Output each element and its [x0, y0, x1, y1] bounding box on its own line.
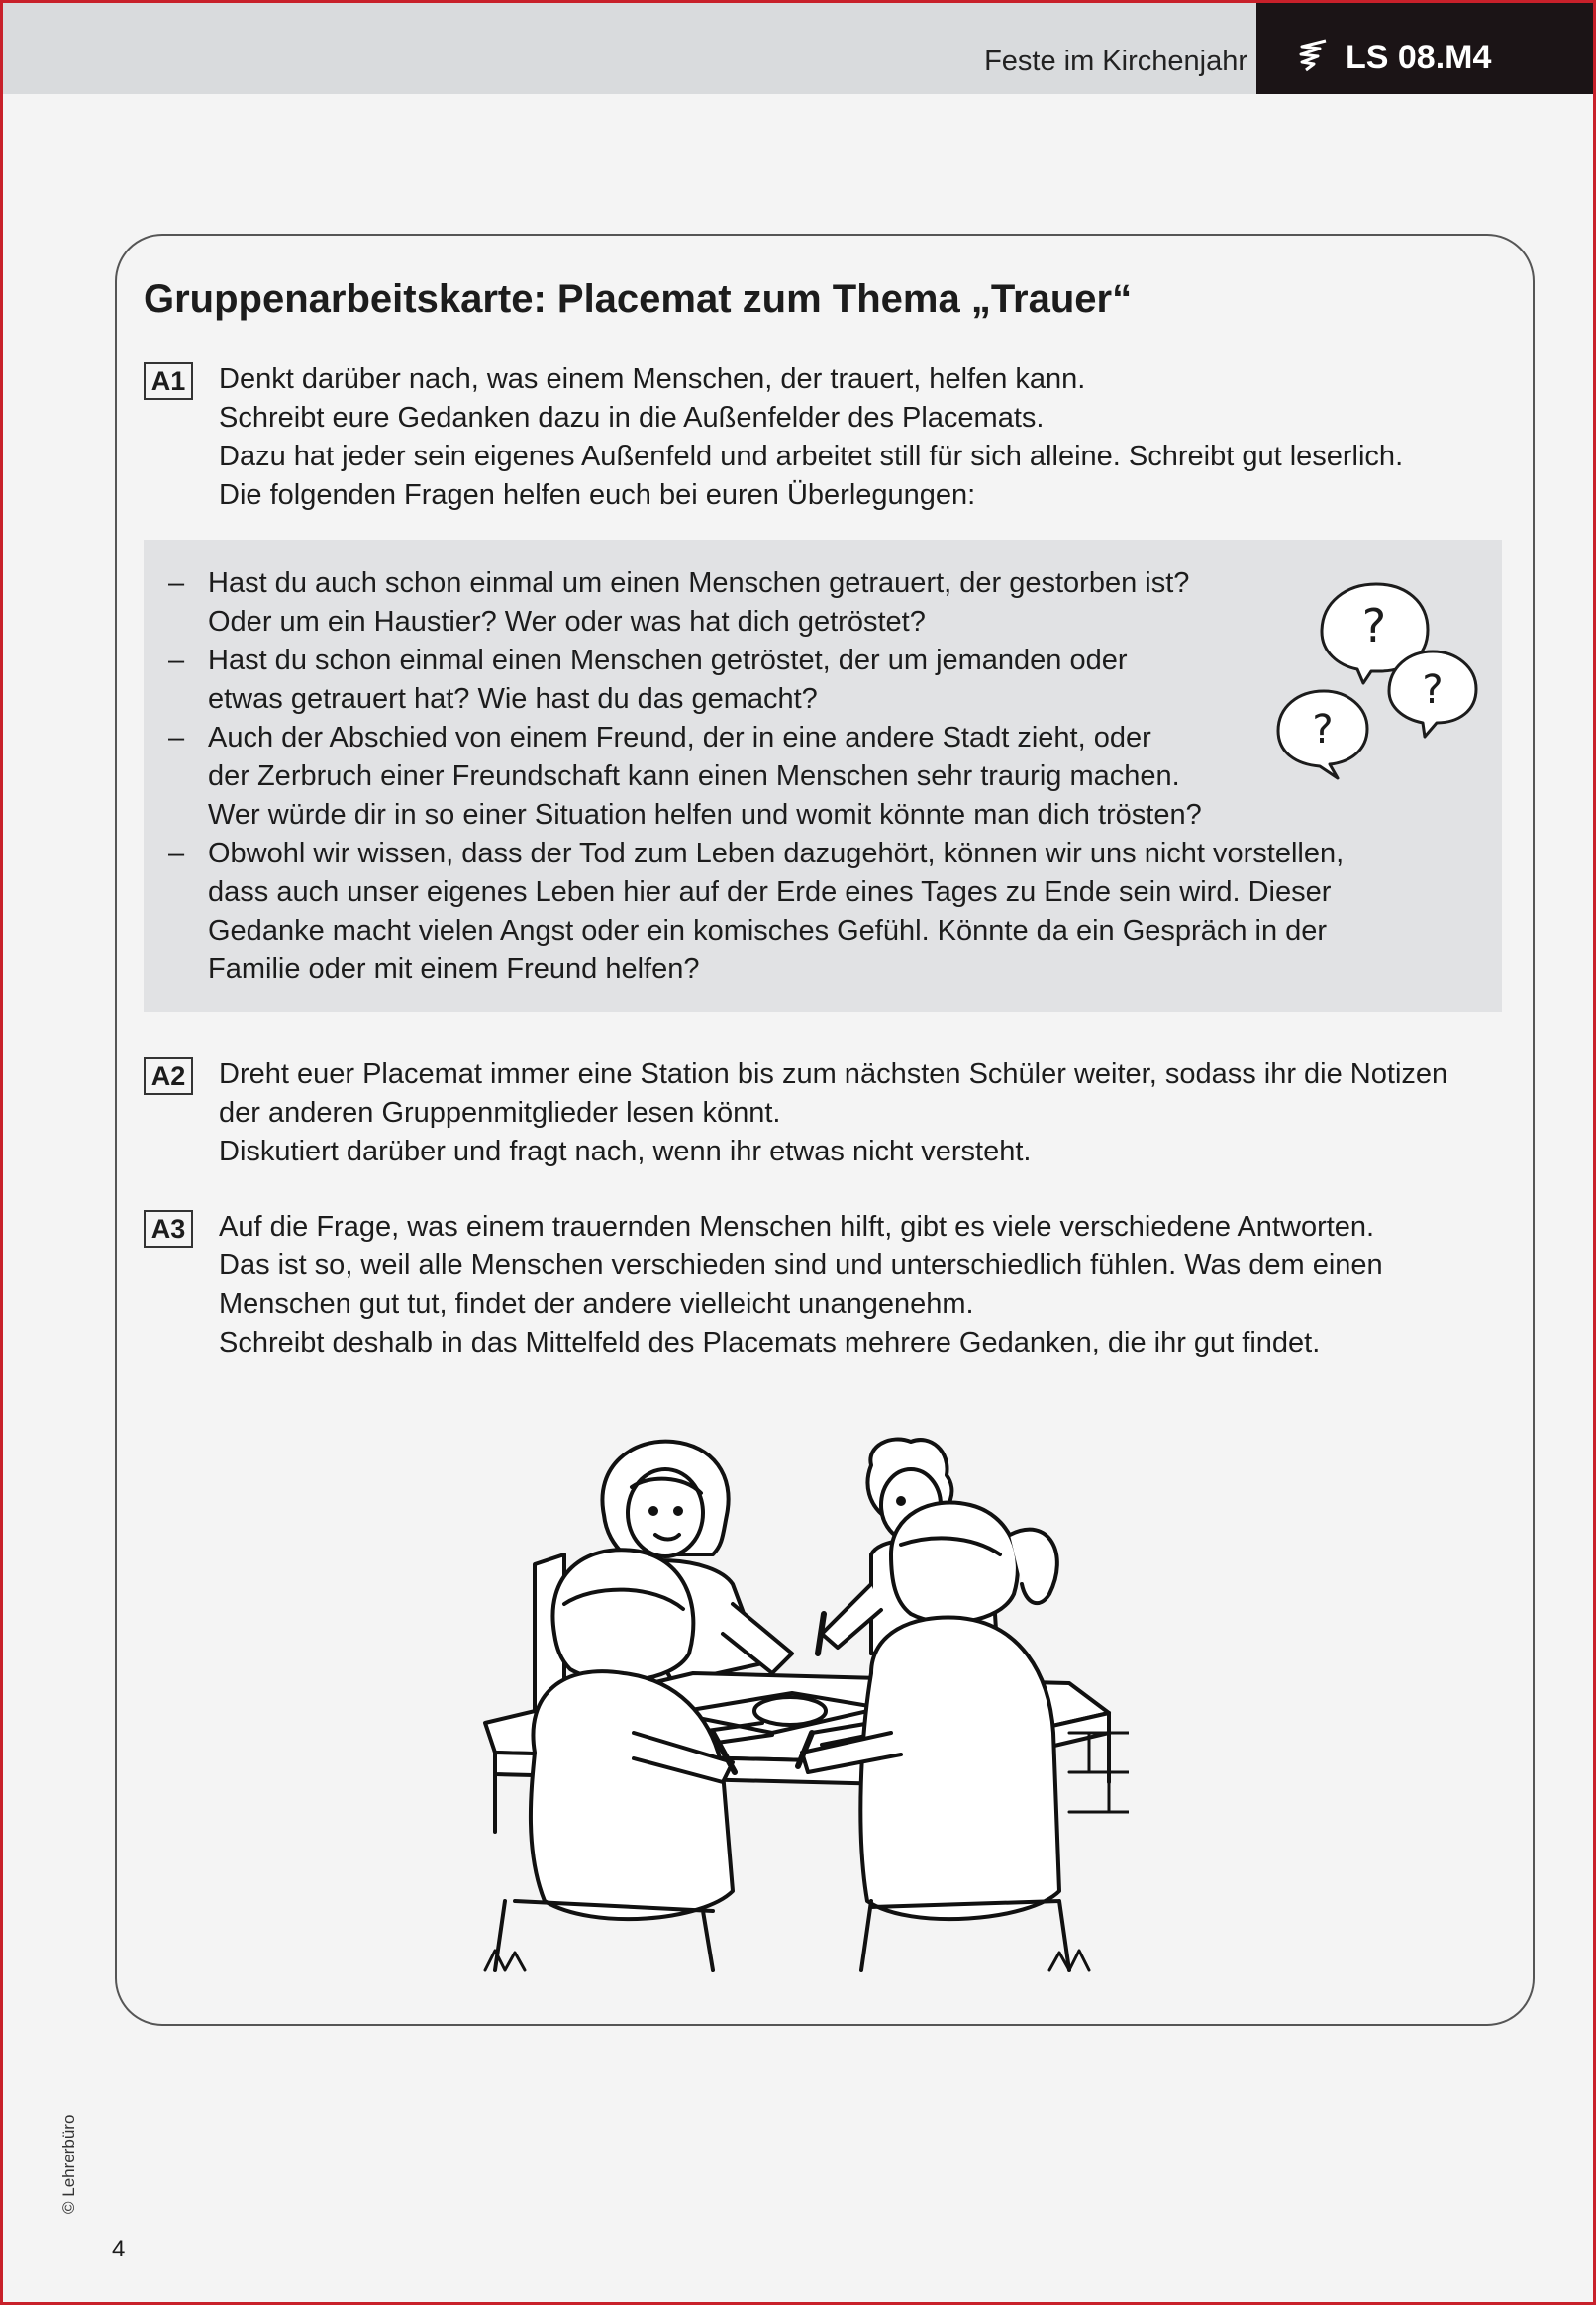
question-line: Wer würde dir in so einer Situation helfen und womit könnte man dich trösten? — [208, 799, 1202, 831]
bubble-mark: ? — [1312, 707, 1334, 752]
children-at-table-illustration — [475, 1436, 1129, 1990]
task-a1-line: Die folgenden Fragen helfen euch bei euren Überlegungen: — [219, 479, 976, 511]
question-dash: – — [168, 645, 185, 676]
copyright: © Lehrerbüro — [59, 2114, 78, 2214]
question-item — [168, 835, 1345, 989]
task-badge-a3: A3 — [144, 1210, 193, 1248]
task-a1-text — [219, 360, 1403, 515]
task-a2-line: der anderen Gruppenmitglieder lesen könnt. — [219, 1097, 781, 1129]
task-badge-a2: A2 — [144, 1057, 193, 1095]
task-a3-text — [219, 1208, 1383, 1362]
task-a3-line: Schreibt deshalb in das Mittelfeld des Placemats mehrere Gedanken, die ihr gut findet. — [219, 1327, 1321, 1358]
question-line: dass auch unser eigenes Leben hier auf der Erde eines Tages zu Ende sein wird. Dieser — [208, 876, 1332, 908]
bubble-mark: ? — [1422, 667, 1444, 713]
bubble-mark: ? — [1361, 599, 1387, 652]
question-item — [168, 719, 1202, 835]
question-line: Gedanke macht vielen Angst oder ein komisches Gefühl. Könnte da ein Gespräch in der — [208, 915, 1328, 947]
question-line: Oder um ein Haustier? Wer oder was hat dich getröstet? — [208, 606, 926, 638]
question-item — [168, 642, 1128, 719]
question-line: etwas getrauert hat? Wie hast du das gemacht? — [208, 683, 818, 715]
task-a3-line: Menschen gut tut, findet der andere vielleicht unangenehm. — [219, 1288, 974, 1320]
task-a3-line: Das ist so, weil alle Menschen verschieden sind und unterschiedlich fühlen. Was dem einen — [219, 1250, 1383, 1281]
task-a1-line: Denkt darüber nach, was einem Menschen, der trauert, helfen kann. — [219, 363, 1086, 395]
question-dash: – — [168, 567, 185, 599]
question-line: der Zerbruch einer Freundschaft kann einen Menschen sehr traurig machen. — [208, 760, 1180, 792]
question-dash: – — [168, 838, 185, 869]
task-a2-text — [219, 1055, 1447, 1171]
page-number: 4 — [112, 2236, 126, 2262]
task-a2-line: Diskutiert darüber und fragt nach, wenn ihr etwas nicht versteht. — [219, 1136, 1032, 1167]
header-topic: Feste im Kirchenjahr — [984, 46, 1247, 77]
header-code: LS 08.M4 — [1346, 39, 1492, 76]
question-line: Familie oder mit einem Freund helfen? — [208, 953, 700, 985]
question-line: Hast du auch schon einmal um einen Menschen getrauert, der gestorben ist? — [208, 567, 1190, 599]
task-a2-line: Dreht euer Placemat immer eine Station bis zum nächsten Schüler weiter, sodass ihr die Notizen — [219, 1058, 1448, 1090]
question-line: Obwohl wir wissen, dass der Tod zum Leben dazugehört, können wir uns nicht vorstellen, — [208, 838, 1345, 869]
question-bubbles-icon — [1272, 572, 1490, 790]
question-line: Auch der Abschied von einem Freund, der in eine andere Stadt zieht, oder — [208, 722, 1151, 753]
task-a1-line: Dazu hat jeder sein eigenes Außenfeld und arbeitet still für sich alleine. Schreibt gut leserlich. — [219, 441, 1404, 472]
question-dash: – — [168, 722, 185, 753]
feather-logo-icon — [1296, 39, 1330, 72]
card-title: Gruppenarbeitskarte: Placemat zum Thema „Trauer“ — [144, 277, 1133, 321]
question-item — [168, 564, 1190, 642]
question-line: Hast du schon einmal einen Menschen getröstet, der um jemanden oder — [208, 645, 1128, 676]
header-code-box — [1256, 3, 1593, 94]
task-a1-line: Schreibt eure Gedanken dazu in die Außenfelder des Placemats. — [219, 402, 1045, 434]
task-badge-a1: A1 — [144, 362, 193, 400]
task-a3-line: Auf die Frage, was einem trauernden Menschen hilft, gibt es viele verschiedene Antworten. — [219, 1211, 1375, 1243]
